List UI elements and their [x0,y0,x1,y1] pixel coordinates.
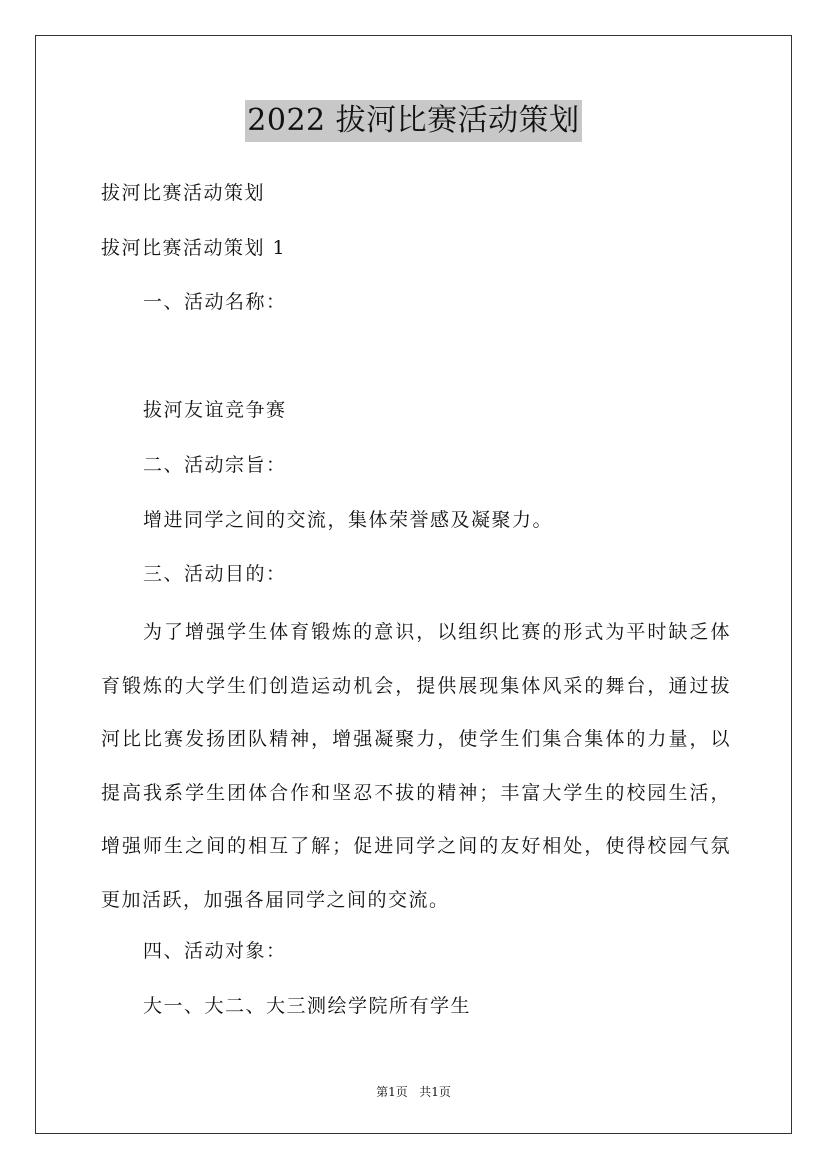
paragraph-line[interactable]: 增强师生之间的相互了解；促进同学之间的友好相处，使得校园气氛 [101,835,731,858]
title-container [0,100,827,142]
paragraph-line[interactable]: 提高我系学生团体合作和坚忍不拔的精神；丰富大学生的校园生活， [101,781,731,804]
event-name-text[interactable]: 拔河友谊竞争赛 [143,399,287,421]
paragraph-line[interactable]: 河比比赛发扬团队精神，增强凝聚力，使学生们集合集体的力量，以 [101,728,731,751]
section-heading-audience[interactable]: 四、活动对象： [143,940,287,962]
document-title[interactable]: 2022 拔河比赛活动策划 [245,100,581,142]
page-number: 第1页 [376,1085,408,1099]
page-total: 共1页 [419,1085,451,1099]
goal-paragraph [101,606,731,928]
purpose-text[interactable]: 增进同学之间的交流，集体荣誉感及凝聚力。 [143,509,554,531]
page-footer [0,1084,827,1100]
paragraph-line[interactable]: 更加活跃，加强各届同学之间的交流。 [101,888,450,911]
heading-line[interactable]: 拔河比赛活动策划 [101,182,266,204]
section-heading-name[interactable]: 一、活动名称： [143,291,287,313]
subheading-line[interactable]: 拔河比赛活动策划 1 [101,237,287,259]
paragraph-line[interactable]: 育锻炼的大学生们创造运动机会，提供展现集体风采的舞台，通过拔 [101,674,731,697]
section-heading-purpose[interactable]: 二、活动宗旨： [143,454,287,476]
paragraph-line[interactable]: 为了增强学生体育锻炼的意识，以组织比赛的形式为平时缺乏体 [143,621,731,643]
section-heading-goal[interactable]: 三、活动目的： [143,563,287,585]
audience-text[interactable]: 大一、大二、大三测绘学院所有学生 [143,995,472,1017]
